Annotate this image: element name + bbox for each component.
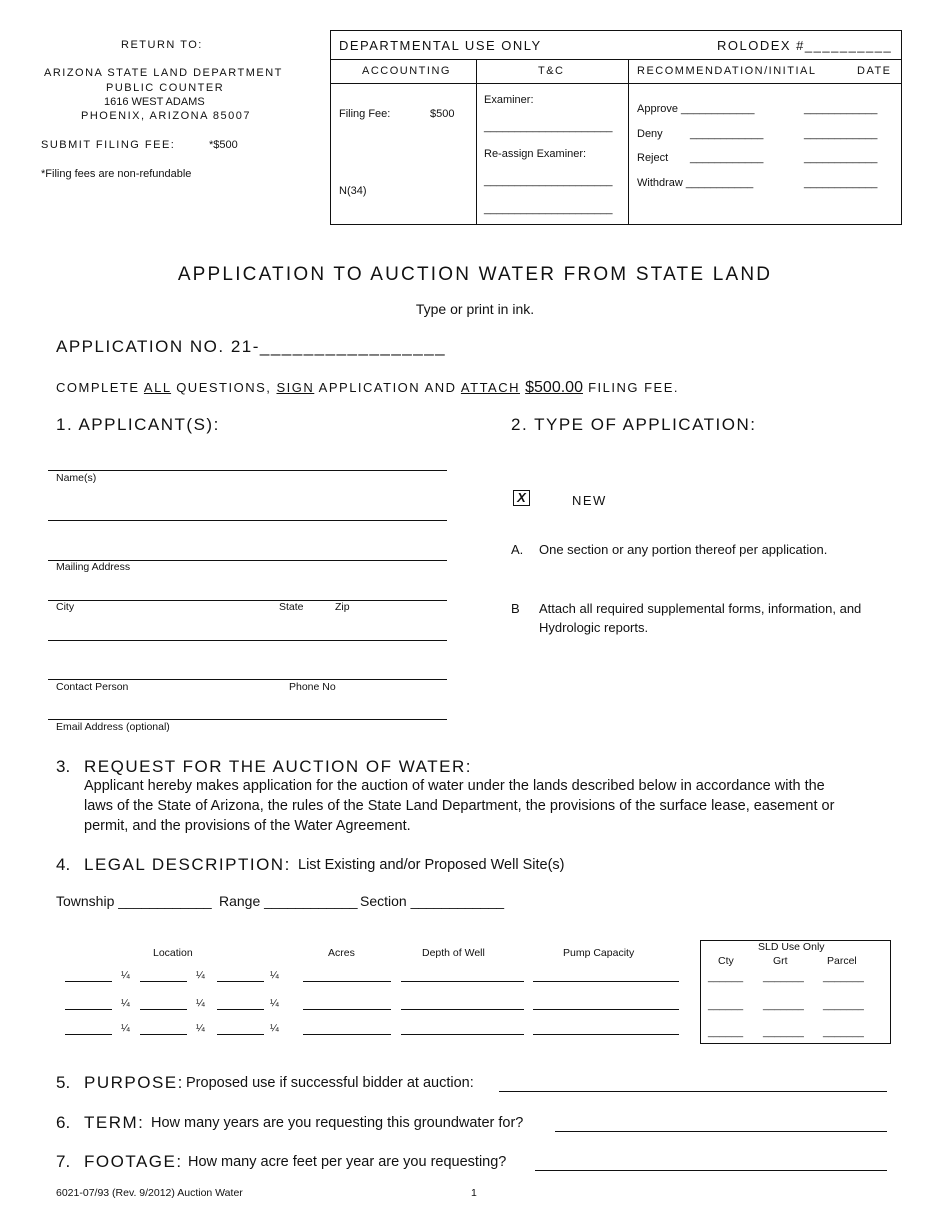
sld-cty-blank: ______ [708, 971, 744, 983]
new-checkbox[interactable]: X [513, 490, 530, 506]
acres-field[interactable] [303, 1009, 391, 1010]
nonrefundable-note: *Filing fees are non-refundable [41, 168, 192, 180]
depth-field[interactable] [401, 1034, 524, 1035]
footage-heading: FOOTAGE: [84, 1152, 183, 1171]
depth-field[interactable] [401, 1009, 524, 1010]
instructions-line: COMPLETE ALL QUESTIONS, SIGN APPLICATION AND ATTACH $500.00 FILING FEE. [56, 379, 679, 396]
item-b-text-2: Hydrologic reports. [539, 620, 649, 635]
sld-grt-header: Grt [773, 955, 788, 967]
section4-number: 4. [56, 855, 71, 874]
filing-fee-value: *$500 [209, 139, 238, 151]
public-counter: PUBLIC COUNTER [106, 82, 225, 94]
quarter-2-field[interactable] [140, 1009, 187, 1010]
name-field-2[interactable] [48, 520, 447, 521]
legal-subheading: List Existing and/or Proposed Well Site(s) [298, 857, 565, 873]
sld-cty-blank: ______ [708, 999, 744, 1011]
page-title: APPLICATION TO AUCTION WATER FROM STATE LAND [177, 264, 773, 285]
request-heading: REQUEST FOR THE AUCTION OF WATER: [84, 757, 472, 776]
approve-field: Approve ____________ [637, 103, 755, 115]
quarter-3-field[interactable] [217, 1034, 264, 1035]
reject-date: ____________ [804, 152, 878, 164]
contact-person-field[interactable] [48, 679, 447, 680]
pump-field[interactable] [533, 981, 679, 982]
purpose-field[interactable] [499, 1091, 887, 1092]
section6-number: 6. [56, 1113, 71, 1132]
email-label: Email Address (optional) [56, 721, 170, 733]
accounting-header: ACCOUNTING [362, 65, 451, 77]
name-field[interactable] [48, 470, 447, 471]
quarter-3-field[interactable] [217, 1009, 264, 1010]
quarter-symbol: ¼ [270, 997, 279, 1009]
quarter-symbol: ¼ [121, 997, 130, 1009]
sld-parcel-blank: _______ [823, 1026, 864, 1038]
reject-label: Reject [637, 152, 669, 164]
filing-fee-amount: $500 [430, 108, 455, 120]
quarter-symbol: ¼ [196, 969, 205, 981]
sld-grt-blank: _______ [763, 1026, 804, 1038]
quarter-1-field[interactable] [65, 1009, 112, 1010]
examiner-label: Examiner: [484, 94, 534, 106]
acres-field[interactable] [303, 1034, 391, 1035]
withdraw-date: ____________ [804, 177, 878, 189]
contact-person-label: Contact Person [56, 681, 129, 693]
form-id: 6021-07/93 (Rev. 9/2012) Auction Water [56, 1187, 243, 1199]
deny-blank: ____________ [690, 128, 764, 140]
applicant-heading: 1. APPLICANT(S): [56, 415, 220, 434]
purpose-text: Proposed use if successful bidder at auction: [186, 1075, 474, 1091]
footage-text: How many acre feet per year are you requesting? [188, 1154, 507, 1170]
pump-field[interactable] [533, 1034, 679, 1035]
new-label: NEW [572, 493, 607, 508]
mailing-address-field-2[interactable] [48, 600, 447, 601]
quarter-symbol: ¼ [270, 1022, 279, 1034]
street-address: 1616 WEST ADAMS [104, 96, 205, 108]
quarter-1-field[interactable] [65, 981, 112, 982]
filing-fee-label: Filing Fee: [339, 108, 391, 120]
state-label: State [279, 601, 304, 613]
sld-use-only-box [700, 940, 891, 1044]
mailing-address-label: Mailing Address [56, 561, 131, 573]
section3-number: 3. [56, 757, 71, 776]
city-label: City [56, 601, 75, 613]
quarter-symbol: ¼ [196, 997, 205, 1009]
rolodex-field: ROLODEX #__________ [717, 38, 893, 53]
acres-field[interactable] [303, 981, 391, 982]
date-header: DATE [857, 65, 892, 77]
sld-cty-blank: ______ [708, 1026, 744, 1038]
recommendation-header: RECOMMENDATION/INITIAL [637, 65, 817, 77]
item-a-label: A. [511, 542, 524, 557]
section7-number: 7. [56, 1152, 71, 1171]
reject-blank: ____________ [690, 152, 764, 164]
email-field[interactable] [48, 719, 447, 720]
depth-header: Depth of Well [422, 947, 485, 959]
sld-parcel-header: Parcel [827, 955, 857, 967]
examiner-line: _____________________ [484, 121, 613, 133]
sld-parcel-blank: _______ [823, 999, 864, 1011]
deny-date: ____________ [804, 128, 878, 140]
deny-label: Deny [637, 128, 663, 140]
quarter-symbol: ¼ [270, 969, 279, 981]
term-field[interactable] [555, 1131, 887, 1132]
reassign-label: Re-assign Examiner: [484, 148, 587, 160]
sld-cty-header: Cty [718, 955, 734, 967]
phone-label: Phone No [289, 681, 336, 693]
item-a-text: One section or any portion thereof per application. [539, 542, 828, 557]
sld-grt-blank: _______ [763, 971, 804, 983]
item-b-label: B [511, 601, 520, 616]
sld-parcel-blank: _______ [823, 971, 864, 983]
sld-grt-blank: _______ [763, 999, 804, 1011]
city-address: PHOENIX, ARIZONA 85007 [81, 110, 251, 122]
return-to-label: RETURN TO: [121, 39, 203, 51]
quarter-1-field[interactable] [65, 1034, 112, 1035]
approve-date: ____________ [804, 103, 878, 115]
request-text-3: permit, and the provisions of the Water Agreement. [84, 818, 411, 834]
application-number: APPLICATION NO. 21-_________________ [56, 337, 447, 356]
term-heading: TERM: [84, 1113, 145, 1132]
type-heading: 2. TYPE OF APPLICATION: [511, 415, 757, 434]
location-header: Location [153, 947, 193, 959]
section-field[interactable]: Section ____________ [360, 893, 505, 909]
purpose-heading: PURPOSE: [84, 1073, 184, 1092]
footage-field[interactable] [535, 1170, 887, 1171]
quarter-symbol: ¼ [121, 969, 130, 981]
city-state-zip-field[interactable] [48, 640, 447, 641]
quarter-symbol: ¼ [121, 1022, 130, 1034]
depth-field[interactable] [401, 981, 524, 982]
quarter-3-field[interactable] [217, 981, 264, 982]
quarter-symbol: ¼ [196, 1022, 205, 1034]
quarter-2-field[interactable] [140, 981, 187, 982]
township-field[interactable]: Township ____________ [56, 893, 212, 909]
sld-title: SLD Use Only [758, 941, 825, 953]
item-b-text-1: Attach all required supplemental forms, information, and [539, 601, 862, 616]
n-code: N(34) [339, 185, 367, 197]
request-text-1: Applicant hereby makes application for the auction of water under the lands described below in accordance with the [84, 778, 825, 794]
page-subtitle: Type or print in ink. [415, 301, 535, 317]
dept-name: ARIZONA STATE LAND DEPARTMENT [44, 67, 283, 79]
reassign-line-2: _____________________ [484, 203, 613, 215]
reassign-line-1: _____________________ [484, 175, 613, 187]
range-field[interactable]: Range ____________ [219, 893, 358, 909]
quarter-2-field[interactable] [140, 1034, 187, 1035]
legal-heading: LEGAL DESCRIPTION: [84, 855, 291, 874]
zip-label: Zip [335, 601, 350, 613]
tc-header: T&C [538, 65, 565, 77]
withdraw-field: Withdraw ___________ [637, 177, 754, 189]
term-text: How many years are you requesting this groundwater for? [151, 1115, 524, 1131]
departmental-use-box [330, 30, 902, 225]
request-text-2: laws of the State of Arizona, the rules of the State Land Department, the provisions of the surface lease, easement or [84, 798, 835, 814]
pump-field[interactable] [533, 1009, 679, 1010]
acres-header: Acres [328, 947, 355, 959]
section5-number: 5. [56, 1073, 71, 1092]
dept-use-title: DEPARTMENTAL USE ONLY [339, 38, 542, 53]
name-label: Name(s) [56, 472, 97, 484]
filing-fee-label: SUBMIT FILING FEE: [41, 139, 176, 151]
page-number: 1 [471, 1187, 477, 1199]
pump-header: Pump Capacity [563, 947, 635, 959]
